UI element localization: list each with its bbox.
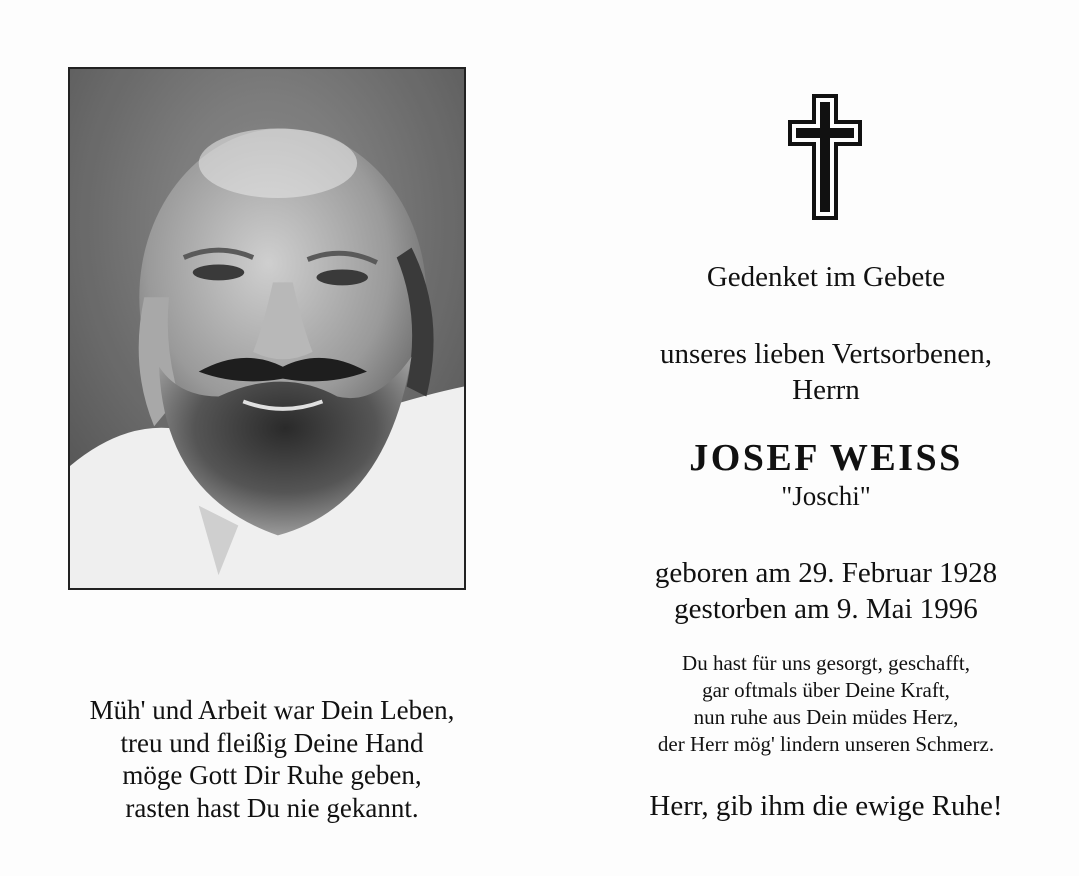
poem-line: möge Gott Dir Ruhe geben,: [122, 760, 422, 790]
prayer-text: Herr, gib ihm die ewige Ruhe!: [649, 790, 1003, 822]
poem-left: [52, 694, 492, 824]
intro-line: Herrn: [792, 374, 860, 406]
poem-line: Du hast für uns gesorgt, geschafft,: [682, 651, 970, 675]
death-date: gestorben am 9. Mai 1996: [674, 593, 978, 625]
poem-line: treu und fleißig Deine Hand: [120, 727, 424, 758]
intro-line: unseres lieben Vertsorbenen,: [659, 338, 993, 370]
nickname-text: "Joschi": [781, 481, 871, 511]
poem-right: [600, 650, 1052, 758]
deceased-name: [600, 436, 1052, 480]
life-dates: [600, 555, 1052, 627]
closing-prayer: [600, 788, 1052, 824]
birth-date: geboren am 29. Februar 1928: [654, 557, 998, 589]
portrait-image: [70, 69, 464, 588]
portrait-photo: [68, 67, 466, 590]
cross-icon: [786, 92, 864, 222]
poem-line: gar oftmals über Deine Kraft,: [702, 678, 950, 702]
memorial-heading: [600, 258, 1052, 296]
name-text: JOSEF WEISS: [689, 437, 963, 479]
poem-line: Müh' und Arbeit war Dein Leben,: [89, 695, 455, 725]
heading-text: Gedenket im Gebete: [706, 261, 946, 293]
poem-line: nun ruhe aus Dein müdes Herz,: [693, 705, 959, 729]
deceased-nickname: [600, 480, 1052, 512]
intro-block: [600, 336, 1052, 408]
poem-line: rasten hast Du nie gekannt.: [125, 792, 419, 823]
poem-line: der Herr mög' lindern unseren Schmerz.: [657, 732, 995, 756]
